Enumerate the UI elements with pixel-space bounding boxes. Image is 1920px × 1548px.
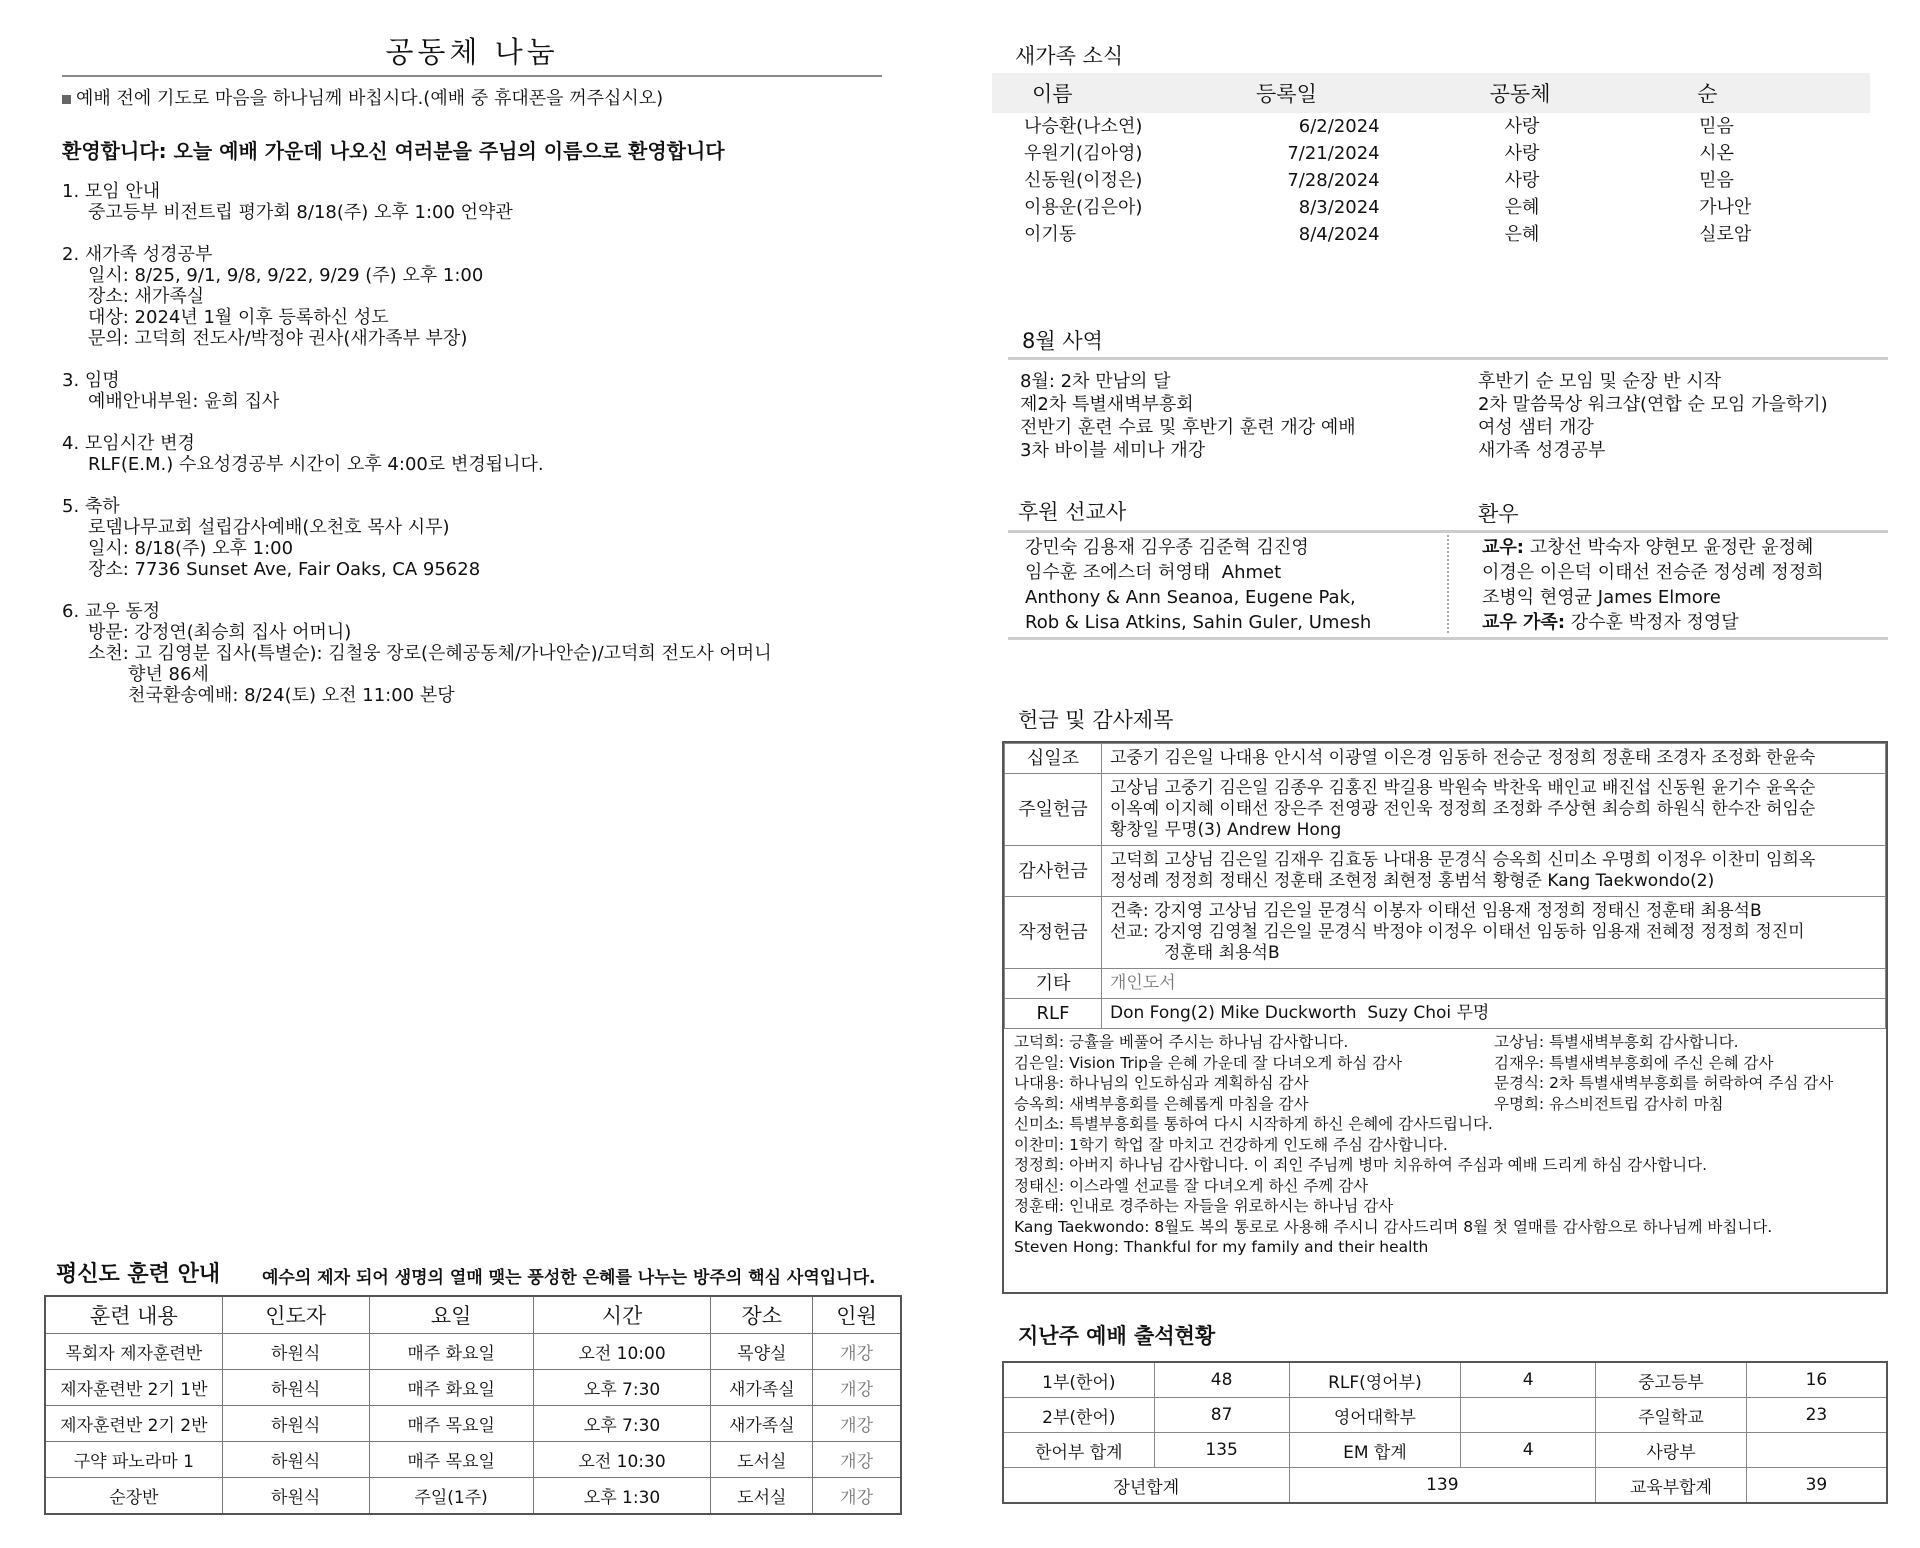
attendance-cell: RLF(영어부) (1289, 1362, 1461, 1398)
announcement-line: 향년 86세 (88, 664, 209, 685)
training-cell: 하원식 (222, 1334, 369, 1370)
announcement-line: 장소: 새가족실 (88, 286, 205, 307)
attendance-cell: 23 (1746, 1398, 1887, 1433)
offering-row (1005, 744, 1886, 774)
training-cell: 주일(1주) (369, 1478, 533, 1515)
attendance-cell: 4 (1461, 1362, 1596, 1398)
thanks-item: 승옥희: 새벽부흥회를 은혜롭게 마침을 감사 (1014, 1094, 1309, 1113)
thanks-pair-row (1014, 1032, 1876, 1053)
offering-names (1102, 846, 1886, 897)
training-header-cell: 장소 (711, 1296, 813, 1334)
announcement-item (62, 601, 892, 706)
attendance-cell: 중고등부 (1596, 1362, 1747, 1398)
offering-line: 정성례 정정희 정태신 정훈태 조현정 최현정 홍범석 황형준 Kang Taekwondo(2) (1110, 871, 1715, 891)
training-cell: 순장반 (45, 1478, 222, 1515)
training-cell: 목양실 (711, 1334, 813, 1370)
training-row (45, 1442, 901, 1478)
august-item: 후반기 순 모임 및 순장 반 시작 (1478, 371, 1721, 392)
thanks-pair-row (1014, 1073, 1876, 1094)
training-header-row (45, 1296, 901, 1334)
thanks-item: 우명희: 유스비전트립 감사히 마침 (1494, 1094, 1724, 1113)
announcement-item-title: 2. 새가족 성경공부 (62, 244, 213, 265)
training-cell: 하원식 (222, 1370, 369, 1406)
newfamily-header-cell: 공동체 (1420, 73, 1637, 113)
announcement-item (62, 370, 892, 412)
offering-row (1005, 969, 1886, 999)
training-row (45, 1334, 901, 1370)
thanks-item: 신미소: 특별부흥회를 통하여 다시 시작하게 하신 은혜에 감사드립니다. (1014, 1115, 1493, 1133)
announcement-item-title: 4. 모임시간 변경 (62, 433, 195, 454)
training-cell: 매주 화요일 (369, 1370, 533, 1406)
thanks-item: 문경식: 2차 특별새벽부흥회를 허락하여 주심 감사 (1494, 1074, 1834, 1092)
title-divider (62, 75, 882, 77)
announcement-item (62, 433, 892, 475)
training-cell: 도서실 (711, 1478, 813, 1515)
training-header-cell: 인원 (813, 1296, 901, 1334)
newfamily-cell: 은혜 (1504, 197, 1540, 218)
announcement-line: 방문: 강정연(최승희 집사 어머니) (88, 622, 352, 643)
thanks-list (1004, 1029, 1886, 1261)
announcement-line: 천국환송예배: 8/24(토) 오전 11:00 본당 (88, 685, 455, 706)
missionary-line: 강민숙 김용재 김우종 김준혁 김진영 (1025, 537, 1309, 558)
training-row (45, 1478, 901, 1515)
newfamily-cell: 우원기(김아영) (1024, 143, 1143, 164)
training-cell: 구약 파노라마 1 (45, 1442, 222, 1478)
announcement-line: 문의: 고덕희 전도사/박정야 권사(새가족부 부장) (88, 328, 468, 349)
august-item: 전반기 훈련 수료 및 후반기 훈련 개강 예배 (1020, 417, 1356, 438)
attendance-table (1002, 1361, 1888, 1504)
newfamily-cell: 7/28/2024 (1287, 170, 1380, 191)
training-cell: 하원식 (222, 1406, 369, 1442)
attendance-row (1003, 1398, 1887, 1433)
attendance-cell: 주일학교 (1596, 1398, 1747, 1433)
training-cell: 제자훈련반 2기 1반 (45, 1370, 222, 1406)
thanks-item: 이찬미: 1학기 학업 잘 마치고 건강하게 인도해 주심 감사합니다. (1014, 1135, 1448, 1154)
attendance-total-row (1003, 1468, 1887, 1504)
offering-names (1102, 999, 1886, 1029)
attendance-cell (1746, 1433, 1887, 1468)
offering-line: 고덕희 고상님 김은일 김재우 김효동 나대용 문경식 승옥희 신미소 우명희 이정우 이찬미 임희옥 (1110, 850, 1816, 870)
training-table (44, 1295, 902, 1515)
newfamily-table (992, 73, 1870, 248)
training-cell: 하원식 (222, 1442, 369, 1478)
training-cell: 매주 목요일 (369, 1442, 533, 1478)
newfamily-cell: 사랑 (1504, 170, 1540, 191)
thanks-item: 김재우: 특별새벽부흥회에 주신 은혜 감사 (1494, 1053, 1774, 1072)
attendance-cell: 139 (1289, 1468, 1596, 1504)
sick-line-text: 조병익 현영균 James Elmore (1482, 587, 1721, 608)
training-header-cell: 훈련 내용 (45, 1296, 222, 1334)
announcement-item-title: 6. 교우 동정 (62, 601, 161, 622)
august-left-list (1020, 370, 1356, 462)
attendance-cell: 87 (1154, 1398, 1289, 1433)
bullet-square-icon (62, 95, 71, 104)
training-cell: 매주 목요일 (369, 1406, 533, 1442)
announcement-line: 로뎀나무교회 설립감사예배(오천호 목사 시무) (88, 517, 450, 538)
offering-box (1002, 741, 1888, 1294)
newfamily-cell: 실로암 (1699, 224, 1752, 245)
training-cell: 개강 (813, 1442, 901, 1478)
offering-label: 십일조 (1005, 744, 1102, 774)
offering-row (1005, 774, 1886, 846)
august-divider (1008, 357, 1888, 360)
attendance-cell: 사랑부 (1596, 1433, 1747, 1468)
thanks-item: Steven Hong: Thankful for my family and their health (1014, 1238, 1429, 1256)
thanks-item: 정정희: 아버지 하나님 감사합니다. 이 죄인 주님께 병마 치유하여 주심과 예배 드리게 하심 감사합니다. (1014, 1156, 1708, 1174)
newfamily-cell: 8/4/2024 (1298, 224, 1380, 245)
offering-row (1005, 897, 1886, 969)
missionary-line: Anthony & Ann Seanoa, Eugene Pak, (1025, 587, 1356, 608)
announcement-line: 예배안내부원: 윤희 집사 (88, 391, 280, 412)
offering-names (1102, 774, 1886, 846)
offering-line: 이옥예 이지혜 이태선 장은주 전영광 전인욱 정정희 조정화 주상현 최승희 하원식 한수잔 허임순 (1110, 799, 1816, 819)
training-header-cell: 시간 (533, 1296, 711, 1334)
training-cell: 개강 (813, 1478, 901, 1515)
offering-line: 개인도서 (1110, 973, 1176, 993)
august-item: 2차 말씀묵상 워크샵(연합 순 모임 가을학기) (1478, 394, 1828, 415)
attendance-row (1003, 1362, 1887, 1398)
offering-label: 기타 (1005, 969, 1102, 999)
attendance-cell: 한어부 합계 (1003, 1433, 1154, 1468)
announcement-line: 소천: 고 김영분 집사(특별순): 김철웅 장로(은혜공동체/가나안순)/고덕희 전도사 어머니 (88, 643, 772, 664)
newfamily-header-row (992, 73, 1870, 113)
training-cell: 오후 7:30 (533, 1370, 711, 1406)
announcement-item (62, 496, 892, 580)
thanks-pair-row (1014, 1094, 1876, 1115)
thanks-item: Kang Taekwondo: 8월도 복의 통로로 사용해 주시니 감사드리며 8월 첫 열매를 감사함으로 하나님께 바칩니다. (1014, 1217, 1773, 1236)
missions-top-divider (1008, 530, 1888, 533)
august-title: 8월 사역 (1022, 329, 1103, 353)
sick-line-text: 이경은 이은덕 이태선 전승준 정성례 정정희 (1482, 562, 1824, 583)
newfamily-cell: 믿음 (1699, 116, 1734, 137)
newfamily-cell: 시온 (1699, 143, 1734, 164)
announcement-line: 대상: 2024년 1월 이후 등록하신 성도 (88, 307, 389, 328)
august-item: 제2차 특별새벽부흥회 (1020, 394, 1194, 415)
august-item: 8월: 2차 만남의 달 (1020, 371, 1171, 392)
attendance-title: 지난주 예배 출석현황 (1018, 1324, 1216, 1348)
offering-line: 황창일 무명(3) Andrew Hong (1110, 820, 1342, 840)
training-row (45, 1406, 901, 1442)
newfamily-row (992, 221, 1870, 248)
page-title: 공동체 나눔 (385, 35, 559, 69)
welcome-text: 환영합니다: 오늘 예배 가운데 나오신 여러분을 주님의 이름으로 환영합니다 (62, 139, 725, 163)
newfamily-cell: 7/21/2024 (1287, 143, 1380, 164)
training-cell: 오후 7:30 (533, 1406, 711, 1442)
announcement-item (62, 181, 892, 223)
sick-line-text: 강수훈 박정자 정영달 (1565, 612, 1739, 633)
thanks-item: 고덕희: 긍휼을 베풀어 주시는 하나님 감사합니다. (1014, 1033, 1349, 1051)
notice-text: 예배 전에 기도로 마음을 하나님께 바칩시다.(예배 중 휴대폰을 꺼주십시오) (76, 88, 664, 109)
newfamily-cell: 신동원(이정은) (1024, 170, 1143, 191)
attendance-cell: 16 (1746, 1362, 1887, 1398)
announcement-line: 장소: 7736 Sunset Ave, Fair Oaks, CA 95628 (88, 559, 481, 580)
newfamily-cell: 사랑 (1504, 143, 1540, 164)
newfamily-row (992, 113, 1870, 140)
sick-line-label: 교우 가족: (1482, 612, 1566, 633)
offering-names (1102, 969, 1886, 999)
offering-names (1102, 744, 1886, 774)
newfamily-cell: 가나안 (1699, 197, 1752, 218)
announcement-list (62, 181, 892, 727)
announcement-item-title: 3. 임명 (62, 370, 120, 391)
offering-table (1004, 743, 1886, 1029)
attendance-cell: 장년합계 (1003, 1468, 1289, 1504)
offering-line: 건축: 강지영 고상님 김은일 문경식 이봉자 이태선 임용재 정정희 정태신 정훈태 최용석B (1110, 901, 1762, 921)
sick-line (1482, 560, 1824, 585)
attendance-cell: EM 합계 (1289, 1433, 1461, 1468)
training-cell: 새가족실 (711, 1406, 813, 1442)
newfamily-header-cell: 순 (1637, 73, 1870, 113)
notice (62, 88, 663, 109)
offering-row (1005, 846, 1886, 897)
attendance-cell: 48 (1154, 1362, 1289, 1398)
attendance-cell: 영어대학부 (1289, 1398, 1461, 1433)
announcement-line: 일시: 8/25, 9/1, 9/8, 9/22, 9/29 (주) 오후 1:00 (88, 265, 484, 286)
offering-names (1102, 897, 1886, 969)
thanks-pair-row (1014, 1053, 1876, 1074)
offering-line: 고상님 고중기 김은일 김종우 김홍진 박길용 박원숙 박찬욱 배인교 배진섭 신동원 윤기수 윤옥순 (1110, 778, 1816, 798)
sick-line (1482, 535, 1824, 560)
announcement-item-title: 5. 축하 (62, 496, 120, 517)
attendance-row (1003, 1433, 1887, 1468)
announcement-line: 중고등부 비전트립 평가회 8/18(주) 오후 1:00 언약관 (88, 202, 513, 223)
missionaries-list (1025, 535, 1371, 635)
training-cell: 개강 (813, 1370, 901, 1406)
training-cell: 도서실 (711, 1442, 813, 1478)
newfamily-cell: 6/2/2024 (1298, 116, 1380, 137)
missionary-line: Rob & Lisa Atkins, Sahin Guler, Umesh (1025, 612, 1372, 633)
newfamily-cell: 믿음 (1699, 170, 1734, 191)
thanks-item: 김은일: Vision Trip을 은혜 가운데 잘 다녀오게 하심 감사 (1014, 1053, 1403, 1072)
newfamily-cell: 사랑 (1504, 116, 1540, 137)
newfamily-cell: 나승환(나소연) (1024, 116, 1143, 137)
attendance-cell (1461, 1398, 1596, 1433)
training-cell: 오전 10:00 (533, 1334, 711, 1370)
offering-line: 정훈태 최용석B (1110, 943, 1280, 963)
newfamily-row (992, 194, 1870, 221)
announcement-item-title: 1. 모임 안내 (62, 181, 161, 202)
announcement-item (62, 244, 892, 349)
training-cell: 개강 (813, 1406, 901, 1442)
offering-label: 작정헌금 (1005, 897, 1102, 969)
offering-line: Don Fong(2) Mike Duckworth Suzy Choi 무명 (1110, 1003, 1490, 1023)
offering-label: 감사헌금 (1005, 846, 1102, 897)
training-header-cell: 인도자 (222, 1296, 369, 1334)
training-row (45, 1370, 901, 1406)
newfamily-header-cell: 이름 (992, 73, 1196, 113)
sick-list (1482, 535, 1824, 635)
newfamily-title: 새가족 소식 (1015, 44, 1124, 68)
offering-label: 주일헌금 (1005, 774, 1102, 846)
attendance-cell: 135 (1154, 1433, 1289, 1468)
attendance-cell: 39 (1746, 1468, 1887, 1504)
thanks-item: 나대용: 하나님의 인도하심과 계획하심 감사 (1014, 1074, 1309, 1092)
training-cell: 개강 (813, 1334, 901, 1370)
column-divider (1447, 535, 1449, 633)
training-cell: 매주 화요일 (369, 1334, 533, 1370)
sick-line (1482, 585, 1824, 610)
sick-line-text: 고창선 박숙자 양현모 윤정란 윤정혜 (1523, 537, 1814, 558)
training-header-cell: 요일 (369, 1296, 533, 1334)
announcement-line: RLF(E.M.) 수요성경공부 시간이 오후 4:00로 변경됩니다. (88, 454, 544, 475)
training-cell: 오전 10:30 (533, 1442, 711, 1478)
attendance-cell: 교육부합계 (1596, 1468, 1747, 1504)
newfamily-row (992, 140, 1870, 167)
training-cell: 목회자 제자훈련반 (45, 1334, 222, 1370)
newfamily-row (992, 167, 1870, 194)
missionary-line: 임수훈 조에스더 허영태 Ahmet (1025, 562, 1282, 583)
thanks-item: 정태신: 이스라엘 선교를 잘 다녀오게 하신 주께 감사 (1014, 1176, 1369, 1195)
sick-line (1482, 610, 1824, 635)
training-title: 평신도 훈련 안내 (56, 1262, 221, 1287)
august-right-list (1478, 370, 1828, 462)
august-item: 새가족 성경공부 (1478, 440, 1606, 461)
attendance-cell: 4 (1461, 1433, 1596, 1468)
attendance-cell: 2부(한어) (1003, 1398, 1154, 1433)
newfamily-cell: 은혜 (1504, 224, 1540, 245)
thanks-item: 고상님: 특별새벽부흥회 감사합니다. (1494, 1033, 1739, 1051)
august-item: 3차 바이블 세미나 개강 (1020, 440, 1206, 461)
announcement-line: 일시: 8/18(주) 오후 1:00 (88, 538, 294, 559)
offering-row (1005, 999, 1886, 1029)
offering-title: 헌금 및 감사제목 (1018, 708, 1174, 732)
training-cell: 새가족실 (711, 1370, 813, 1406)
thanks-item: 정훈태: 인내로 경주하는 자들을 위로하시는 하나님 감사 (1014, 1197, 1394, 1215)
training-cell: 제자훈련반 2기 2반 (45, 1406, 222, 1442)
offering-line: 고중기 김은일 나대용 안시석 이광열 이은경 임동하 전승군 정정희 정훈태 조경자 조정화 한윤숙 (1110, 748, 1816, 768)
august-item: 여성 샘터 개강 (1478, 417, 1594, 438)
offering-label: RLF (1005, 999, 1102, 1029)
sick-line-label: 교우: (1482, 537, 1524, 558)
training-cell: 하원식 (222, 1478, 369, 1515)
offering-line: 선교: 강지영 김영철 김은일 문경식 박정야 이정우 이태선 임동하 임용재 전혜정 정정희 정진미 (1110, 922, 1805, 942)
newfamily-header-cell: 등록일 (1196, 73, 1420, 113)
missionaries-title: 후원 선교사 (1018, 500, 1127, 524)
attendance-cell: 1부(한어) (1003, 1362, 1154, 1398)
missions-bottom-divider (1008, 637, 1888, 640)
newfamily-cell: 8/3/2024 (1298, 197, 1380, 218)
training-subtitle: 예수의 제자 되어 생명의 열매 맺는 풍성한 은혜를 나누는 방주의 핵심 사역입니다. (262, 1268, 876, 1288)
training-cell: 오후 1:30 (533, 1478, 711, 1515)
newfamily-cell: 이용운(김은아) (1024, 197, 1143, 218)
newfamily-cell: 이기동 (1024, 224, 1077, 245)
sick-title: 환우 (1478, 502, 1519, 526)
